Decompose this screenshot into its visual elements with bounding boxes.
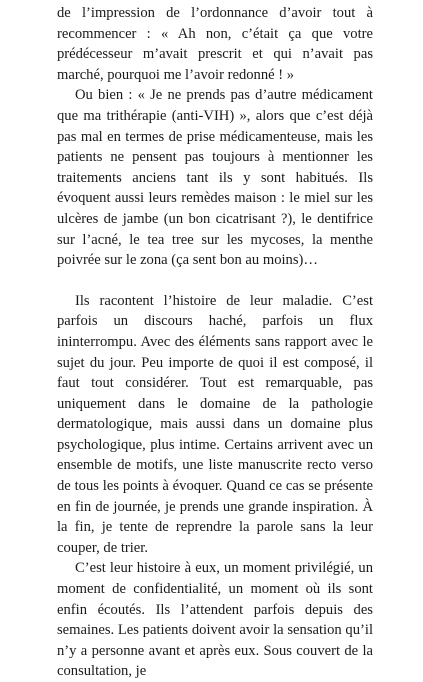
book-page [57,3,373,682]
paragraph-prescription-complaint: de l’impression de l’ordonnance d’avoir tout à recommencer : « Ah non, c’était ça que votre prédécesseur m’avait prescrit et qui n’avait pas marché, pourquoi me l’avoir redonné ! » [57,5,373,83]
paragraph-privileged-moment: C’est leur histoire à eux, un moment privilégié, un moment de confidentialité, un moment où ils sont enfin écoutés. Ils l’attendent parfois depuis des semaines. Les patients doivent avoir la sensation qu’il n’y a personne avant et après eux. Sous couvert de la consultation, je [57,560,373,680]
paragraph-illness-history: Ils racontent l’histoire de leur maladie. C’est parfois un discours haché, parfois un flux ininterrompu. Avec des éléments sans rapport avec le sujet du jour. Peu importe de quoi il est composé, il faut tout considérer. Tout est remarquable, pas uniquement dans le domaine de la pathologie dermatologique, mais aussi dans un domaine plus psychologique, plus intime. Certains arrivent avec un ensemble de motifs, une liste manuscrite recto verso de tous les points à évoquer. Quand ce cas se présente en fin de journée, je prends une grande inspiration. À la fin, je tente de reprendre la parole sans la leur couper, de trier. [57,292,373,556]
paragraph-home-remedies: Ou bien : « Je ne prends pas d’autre médicament que ma trithérapie (anti-VIH) », alors que c’est déjà pas mal en termes de prise médicamenteuse, mais les patients ne pensent pas toujours à mentionner les traitements anciens tant ils y sont habitués. Ils évoquent aussi leurs remèdes maison : le miel sur les ulcères de jambe (un bon cicatrisant ?), le dentifrice sur l’acné, le tea tree sur les mycoses, la menthe poivrée sur le zona (ça sent bon au moins)… [57,87,373,269]
